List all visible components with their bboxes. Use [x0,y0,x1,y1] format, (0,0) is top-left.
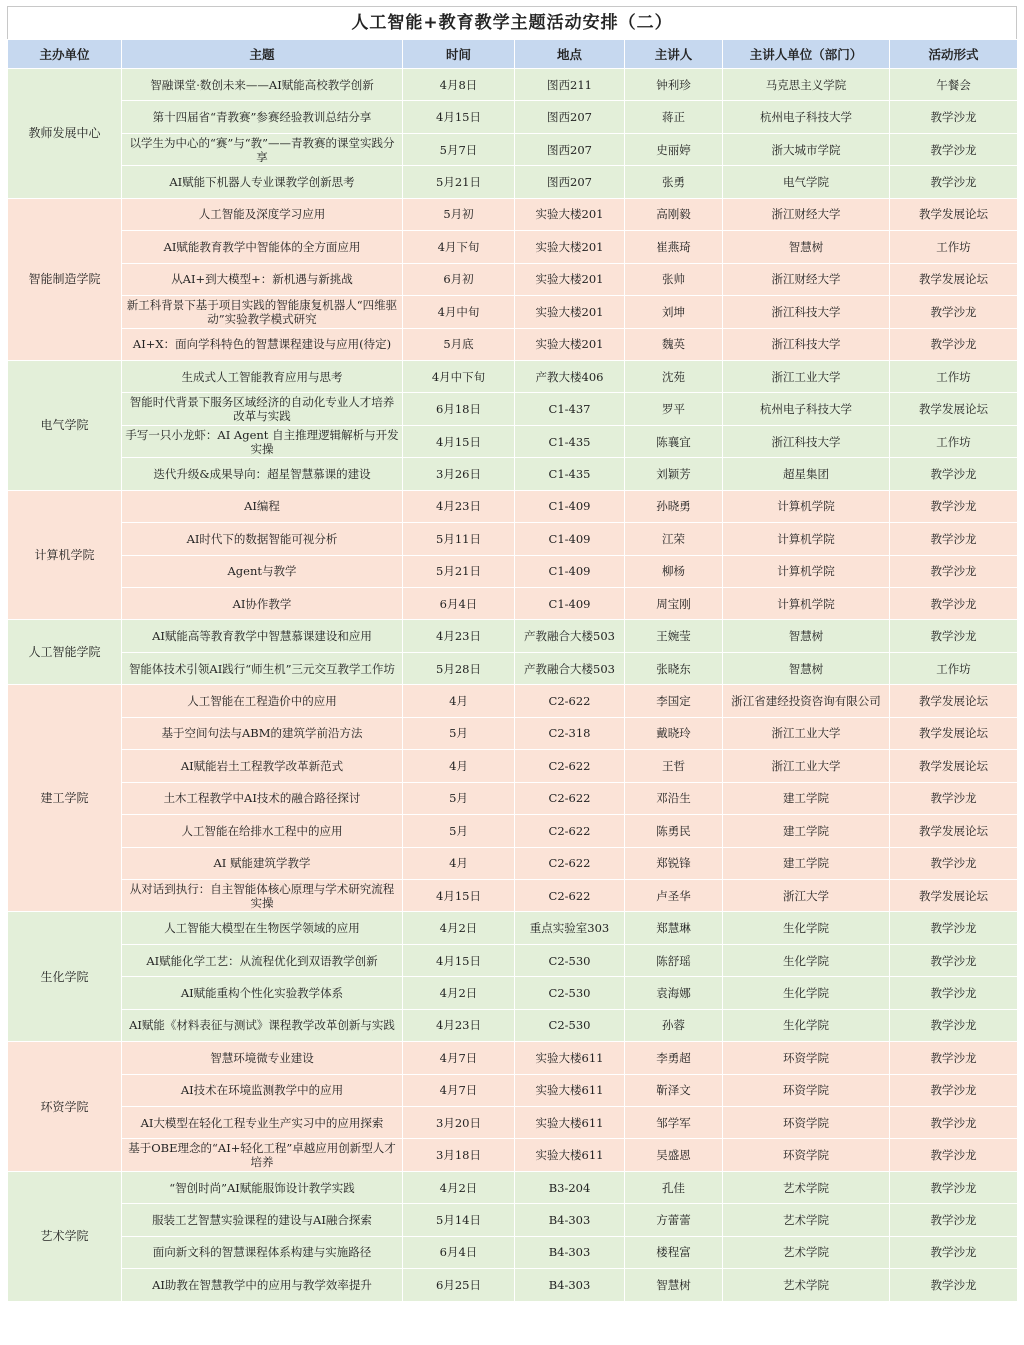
speaker-unit-cell: 浙大城市学院 [723,133,890,165]
header-location: 地点 [515,40,625,69]
topic-cell: 智能时代背景下服务区域经济的自动化专业人才培养改革与实践 [122,393,403,425]
format-cell: 工作坊 [890,652,1018,684]
speaker-cell: 楼程富 [625,1236,723,1268]
speaker-cell: 高刚毅 [625,198,723,230]
table-row [8,944,1018,976]
time-cell: 5月21日 [403,555,515,587]
topic-cell: 人工智能在给排水工程中的应用 [122,815,403,847]
table-row [8,1042,1018,1074]
location-cell: C1-437 [515,393,625,425]
topic-cell: AI+X：面向学科特色的智慧课程建设与应用(待定) [122,328,403,360]
topic-cell: 手写一只小龙虾：AI Agent 自主推理逻辑解析与开发实操 [122,425,403,457]
time-cell: 6月初 [403,263,515,295]
time-cell: 4月中旬 [403,296,515,328]
speaker-unit-cell: 环资学院 [723,1042,890,1074]
time-cell: 4月23日 [403,620,515,652]
speaker-cell: 崔燕琦 [625,231,723,263]
speaker-cell: 袁海娜 [625,977,723,1009]
table-row [8,1269,1018,1301]
schedule-body [8,69,1018,1302]
topic-cell: AI赋能高等教育教学中智慧慕课建设和应用 [122,620,403,652]
speaker-cell: 陈勇民 [625,815,723,847]
topic-cell: AI赋能《材料表征与测试》课程教学改革创新与实践 [122,1009,403,1041]
format-cell: 教学发展论坛 [890,750,1018,782]
time-cell: 6月4日 [403,1236,515,1268]
location-cell: 实验大楼201 [515,263,625,295]
speaker-unit-cell: 环资学院 [723,1107,890,1139]
speaker-cell: 王哲 [625,750,723,782]
location-cell: 重点实验室303 [515,912,625,944]
time-cell: 4月15日 [403,944,515,976]
speaker-cell: 钟利珍 [625,69,723,101]
topic-cell: AI助教在智慧教学中的应用与教学效率提升 [122,1269,403,1301]
header-row [8,40,1018,69]
time-cell: 4月2日 [403,977,515,1009]
speaker-cell: 刘坤 [625,296,723,328]
table-row [8,717,1018,749]
location-cell: C2-318 [515,717,625,749]
table-row [8,815,1018,847]
table-row [8,555,1018,587]
speaker-unit-cell: 生化学院 [723,944,890,976]
speaker-cell: 张帅 [625,263,723,295]
topic-cell: “智创时尚”AI赋能服饰设计教学实践 [122,1171,403,1203]
time-cell: 4月7日 [403,1042,515,1074]
format-cell: 工作坊 [890,425,1018,457]
format-cell: 教学发展论坛 [890,815,1018,847]
time-cell: 3月20日 [403,1107,515,1139]
topic-cell: 迭代升级&成果导向：超星智慧慕课的建设 [122,458,403,490]
speaker-unit-cell: 智慧树 [723,620,890,652]
speaker-unit-cell: 浙江财经大学 [723,263,890,295]
table-row [8,69,1018,101]
speaker-unit-cell: 计算机学院 [723,555,890,587]
format-cell: 教学沙龙 [890,1236,1018,1268]
table-row [8,879,1018,911]
speaker-cell: 孔佳 [625,1171,723,1203]
format-cell: 教学沙龙 [890,1107,1018,1139]
speaker-unit-cell: 艺术学院 [723,1204,890,1236]
time-cell: 5月14日 [403,1204,515,1236]
table-row [8,1204,1018,1236]
table-row [8,1107,1018,1139]
speaker-cell: 罗平 [625,393,723,425]
topic-cell: 智融课堂·数创未来——AI赋能高校教学创新 [122,69,403,101]
topic-cell: 从AI+到大模型+：新机遇与新挑战 [122,263,403,295]
table-row [8,360,1018,392]
time-cell: 6月4日 [403,588,515,620]
schedule-sheet [7,6,1017,1302]
speaker-cell: 沈苑 [625,360,723,392]
table-row [8,1236,1018,1268]
format-cell: 教学沙龙 [890,1042,1018,1074]
topic-cell: 第十四届省“青教赛”参赛经验教训总结分享 [122,101,403,133]
location-cell: 实验大楼201 [515,296,625,328]
speaker-cell: 智慧树 [625,1269,723,1301]
speaker-cell: 李勇超 [625,1042,723,1074]
format-cell: 教学沙龙 [890,1204,1018,1236]
org-cell: 建工学院 [8,685,122,912]
format-cell: 教学沙龙 [890,912,1018,944]
speaker-cell: 江荣 [625,523,723,555]
format-cell: 教学沙龙 [890,328,1018,360]
speaker-unit-cell: 计算机学院 [723,588,890,620]
speaker-unit-cell: 计算机学院 [723,523,890,555]
header-speaker: 主讲人 [625,40,723,69]
speaker-cell: 方蕾蕾 [625,1204,723,1236]
location-cell: 图西207 [515,166,625,198]
time-cell: 4月2日 [403,912,515,944]
topic-cell: 土木工程教学中AI技术的融合路径探讨 [122,782,403,814]
table-row [8,425,1018,457]
speaker-unit-cell: 浙江工业大学 [723,360,890,392]
speaker-unit-cell: 马克思主义学院 [723,69,890,101]
speaker-cell: 张勇 [625,166,723,198]
speaker-cell: 王婉莹 [625,620,723,652]
format-cell: 教学发展论坛 [890,263,1018,295]
speaker-unit-cell: 浙江大学 [723,879,890,911]
location-cell: C2-530 [515,1009,625,1041]
format-cell: 教学发展论坛 [890,879,1018,911]
location-cell: 产教大楼406 [515,360,625,392]
time-cell: 5月28日 [403,652,515,684]
topic-cell: AI赋能重构个性化实验教学体系 [122,977,403,1009]
time-cell: 5月11日 [403,523,515,555]
speaker-unit-cell: 建工学院 [723,782,890,814]
location-cell: C2-622 [515,782,625,814]
topic-cell: 从对话到执行：自主智能体核心原理与学术研究流程实操 [122,879,403,911]
table-row [8,620,1018,652]
topic-cell: AI赋能化学工艺：从流程优化到双语教学创新 [122,944,403,976]
speaker-cell: 陈襄宜 [625,425,723,457]
speaker-unit-cell: 艺术学院 [723,1269,890,1301]
speaker-cell: 张晓东 [625,652,723,684]
time-cell: 4月15日 [403,425,515,457]
time-cell: 6月18日 [403,393,515,425]
location-cell: 产教融合大楼503 [515,652,625,684]
table-row [8,782,1018,814]
org-cell: 人工智能学院 [8,620,122,685]
location-cell: B4-303 [515,1204,625,1236]
format-cell: 教学沙龙 [890,1074,1018,1106]
time-cell: 4月中下旬 [403,360,515,392]
table-row [8,685,1018,717]
time-cell: 4月7日 [403,1074,515,1106]
header-topic: 主题 [122,40,403,69]
table-row [8,101,1018,133]
location-cell: B4-303 [515,1236,625,1268]
location-cell: 实验大楼611 [515,1074,625,1106]
location-cell: 实验大楼201 [515,231,625,263]
table-row [8,166,1018,198]
location-cell: C1-409 [515,523,625,555]
format-cell: 教学沙龙 [890,1139,1018,1171]
table-row [8,847,1018,879]
format-cell: 教学沙龙 [890,166,1018,198]
time-cell: 4月下旬 [403,231,515,263]
speaker-cell: 靳泽文 [625,1074,723,1106]
location-cell: 实验大楼611 [515,1139,625,1171]
location-cell: 实验大楼611 [515,1107,625,1139]
speaker-unit-cell: 超星集团 [723,458,890,490]
format-cell: 工作坊 [890,360,1018,392]
speaker-unit-cell: 浙江科技大学 [723,296,890,328]
speaker-unit-cell: 浙江财经大学 [723,198,890,230]
format-cell: 教学沙龙 [890,620,1018,652]
format-cell: 教学沙龙 [890,555,1018,587]
format-cell: 教学沙龙 [890,588,1018,620]
location-cell: B4-303 [515,1269,625,1301]
format-cell: 教学沙龙 [890,847,1018,879]
time-cell: 5月 [403,782,515,814]
speaker-unit-cell: 生化学院 [723,1009,890,1041]
format-cell: 教学沙龙 [890,133,1018,165]
format-cell: 教学沙龙 [890,782,1018,814]
speaker-unit-cell: 计算机学院 [723,490,890,522]
location-cell: 图西207 [515,101,625,133]
schedule-table [7,39,1018,1302]
location-cell: 图西211 [515,69,625,101]
speaker-unit-cell: 浙江工业大学 [723,717,890,749]
speaker-unit-cell: 艺术学院 [723,1236,890,1268]
page-title: 人工智能+教育教学主题活动安排（二） [7,6,1017,39]
speaker-unit-cell: 艺术学院 [723,1171,890,1203]
time-cell: 4月2日 [403,1171,515,1203]
time-cell: 4月15日 [403,101,515,133]
time-cell: 5月初 [403,198,515,230]
format-cell: 教学沙龙 [890,458,1018,490]
location-cell: B3-204 [515,1171,625,1203]
speaker-cell: 郑锐锋 [625,847,723,879]
topic-cell: 面向新文科的智慧课程体系构建与实施路径 [122,1236,403,1268]
speaker-unit-cell: 生化学院 [723,912,890,944]
time-cell: 6月25日 [403,1269,515,1301]
location-cell: C2-622 [515,847,625,879]
speaker-cell: 史丽婷 [625,133,723,165]
topic-cell: AI编程 [122,490,403,522]
speaker-unit-cell: 建工学院 [723,815,890,847]
topic-cell: AI时代下的数据智能可视分析 [122,523,403,555]
org-cell: 智能制造学院 [8,198,122,360]
table-row [8,490,1018,522]
speaker-cell: 魏英 [625,328,723,360]
topic-cell: 生成式人工智能教育应用与思考 [122,360,403,392]
table-row [8,750,1018,782]
table-row [8,912,1018,944]
org-cell: 计算机学院 [8,490,122,620]
format-cell: 工作坊 [890,231,1018,263]
speaker-cell: 蒋正 [625,101,723,133]
format-cell: 教学发展论坛 [890,393,1018,425]
speaker-cell: 吴盛恩 [625,1139,723,1171]
table-row [8,1139,1018,1171]
format-cell: 午餐会 [890,69,1018,101]
time-cell: 4月23日 [403,490,515,522]
speaker-unit-cell: 环资学院 [723,1139,890,1171]
header-org: 主办单位 [8,40,122,69]
org-cell: 环资学院 [8,1042,122,1172]
format-cell: 教学发展论坛 [890,717,1018,749]
topic-cell: AI赋能教育教学中智能体的全方面应用 [122,231,403,263]
table-row [8,231,1018,263]
topic-cell: 基于OBE理念的“AI+轻化工程”卓越应用创新型人才培养 [122,1139,403,1171]
format-cell: 教学沙龙 [890,1269,1018,1301]
org-cell: 电气学院 [8,360,122,490]
topic-cell: 人工智能在工程造价中的应用 [122,685,403,717]
speaker-cell: 邹学军 [625,1107,723,1139]
table-row [8,1009,1018,1041]
speaker-cell: 孙晓勇 [625,490,723,522]
topic-cell: 人工智能及深度学习应用 [122,198,403,230]
time-cell: 5月底 [403,328,515,360]
topic-cell: AI协作教学 [122,588,403,620]
speaker-unit-cell: 生化学院 [723,977,890,1009]
topic-cell: 基于空间句法与ABM的建筑学前沿方法 [122,717,403,749]
location-cell: C2-622 [515,879,625,911]
org-cell: 教师发展中心 [8,69,122,199]
org-cell: 艺术学院 [8,1171,122,1301]
table-row [8,263,1018,295]
speaker-unit-cell: 杭州电子科技大学 [723,101,890,133]
format-cell: 教学沙龙 [890,977,1018,1009]
table-row [8,977,1018,1009]
speaker-cell: 陈舒瑶 [625,944,723,976]
table-row [8,652,1018,684]
speaker-unit-cell: 电气学院 [723,166,890,198]
topic-cell: 新工科背景下基于项目实践的智能康复机器人“四维驱动”实验教学模式研究 [122,296,403,328]
time-cell: 4月23日 [403,1009,515,1041]
table-row [8,328,1018,360]
speaker-cell: 刘颖芳 [625,458,723,490]
location-cell: 实验大楼201 [515,198,625,230]
location-cell: C2-530 [515,977,625,1009]
speaker-unit-cell: 浙江科技大学 [723,425,890,457]
time-cell: 4月 [403,750,515,782]
speaker-unit-cell: 建工学院 [723,847,890,879]
speaker-unit-cell: 环资学院 [723,1074,890,1106]
location-cell: 产教融合大楼503 [515,620,625,652]
location-cell: 实验大楼201 [515,328,625,360]
topic-cell: AI 赋能建筑学教学 [122,847,403,879]
time-cell: 5月 [403,717,515,749]
speaker-unit-cell: 浙江省建经投资咨询有限公司 [723,685,890,717]
speaker-cell: 卢圣华 [625,879,723,911]
speaker-cell: 柳杨 [625,555,723,587]
time-cell: 4月 [403,685,515,717]
location-cell: 实验大楼611 [515,1042,625,1074]
topic-cell: 智慧环境微专业建设 [122,1042,403,1074]
format-cell: 教学沙龙 [890,1009,1018,1041]
topic-cell: 服装工艺智慧实验课程的建设与AI融合探索 [122,1204,403,1236]
table-row [8,458,1018,490]
location-cell: C1-409 [515,490,625,522]
table-row [8,1171,1018,1203]
location-cell: C2-530 [515,944,625,976]
speaker-unit-cell: 智慧树 [723,652,890,684]
format-cell: 教学沙龙 [890,296,1018,328]
header-format: 活动形式 [890,40,1018,69]
time-cell: 4月 [403,847,515,879]
table-row [8,1074,1018,1106]
time-cell: 3月18日 [403,1139,515,1171]
topic-cell: 以学生为中心的“赛”与“教”——青教赛的课堂实践分享 [122,133,403,165]
speaker-cell: 郑慧琳 [625,912,723,944]
speaker-cell: 周宝刚 [625,588,723,620]
topic-cell: 人工智能大模型在生物医学领域的应用 [122,912,403,944]
header-speaker-unit: 主讲人单位（部门） [723,40,890,69]
format-cell: 教学沙龙 [890,101,1018,133]
topic-cell: AI大模型在轻化工程专业生产实习中的应用探索 [122,1107,403,1139]
speaker-cell: 戴晓玲 [625,717,723,749]
table-row [8,588,1018,620]
table-row [8,133,1018,165]
time-cell: 5月 [403,815,515,847]
format-cell: 教学沙龙 [890,1171,1018,1203]
speaker-unit-cell: 浙江科技大学 [723,328,890,360]
topic-cell: 智能体技术引领AI践行“师生机”三元交互教学工作坊 [122,652,403,684]
location-cell: C2-622 [515,685,625,717]
speaker-unit-cell: 智慧树 [723,231,890,263]
topic-cell: AI技术在环境监测教学中的应用 [122,1074,403,1106]
format-cell: 教学发展论坛 [890,685,1018,717]
format-cell: 教学沙龙 [890,490,1018,522]
table-row [8,393,1018,425]
table-row [8,296,1018,328]
table-row [8,198,1018,230]
header-time: 时间 [403,40,515,69]
format-cell: 教学发展论坛 [890,198,1018,230]
location-cell: C1-409 [515,588,625,620]
time-cell: 3月26日 [403,458,515,490]
speaker-cell: 邓沿生 [625,782,723,814]
table-row [8,523,1018,555]
speaker-cell: 李国定 [625,685,723,717]
location-cell: 图西207 [515,133,625,165]
time-cell: 4月15日 [403,879,515,911]
speaker-cell: 孙蓉 [625,1009,723,1041]
topic-cell: AI赋能下机器人专业课教学创新思考 [122,166,403,198]
location-cell: C2-622 [515,750,625,782]
speaker-unit-cell: 浙江工业大学 [723,750,890,782]
time-cell: 4月8日 [403,69,515,101]
format-cell: 教学沙龙 [890,944,1018,976]
topic-cell: Agent与教学 [122,555,403,587]
topic-cell: AI赋能岩土工程教学改革新范式 [122,750,403,782]
org-cell: 生化学院 [8,912,122,1042]
speaker-unit-cell: 杭州电子科技大学 [723,393,890,425]
location-cell: C1-409 [515,555,625,587]
time-cell: 5月7日 [403,133,515,165]
location-cell: C1-435 [515,425,625,457]
location-cell: C2-622 [515,815,625,847]
format-cell: 教学沙龙 [890,523,1018,555]
time-cell: 5月21日 [403,166,515,198]
location-cell: C1-435 [515,458,625,490]
